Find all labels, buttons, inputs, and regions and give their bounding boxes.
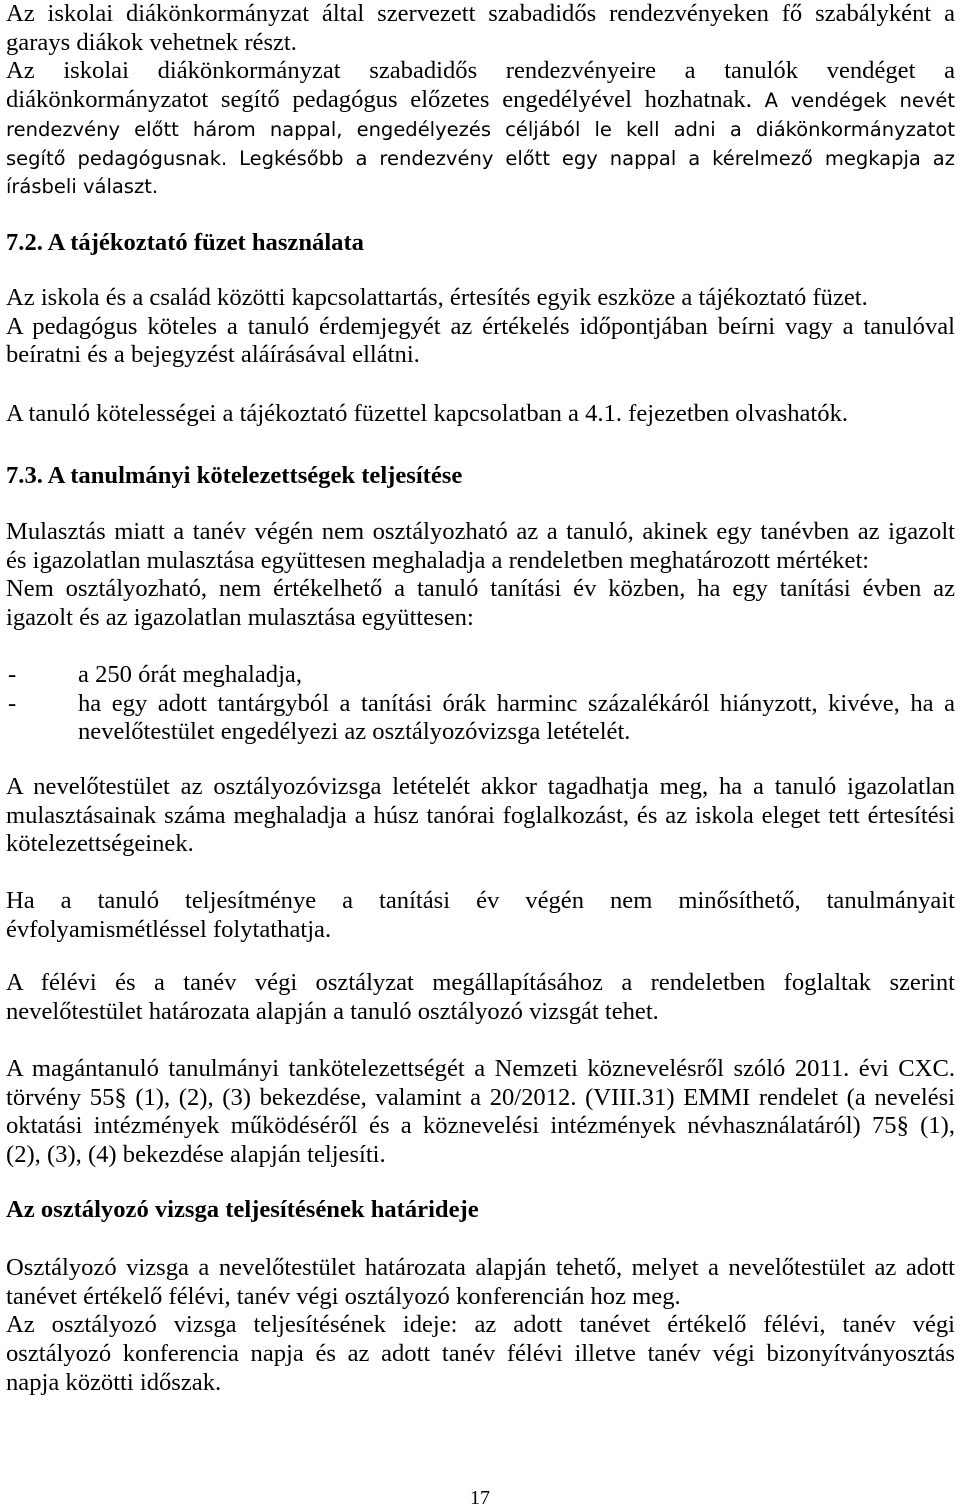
paragraph bbox=[6, 575, 955, 632]
list-item-line: a 250 órát meghaladja, bbox=[78, 661, 302, 688]
paragraph-line: nevelőtestület határozata alapján a tanuló osztályozó vizsgát tehet. bbox=[6, 997, 659, 1025]
paragraph bbox=[6, 1254, 955, 1311]
section-7-3-intro bbox=[6, 518, 955, 633]
paragraph-line: rendezvény előtt három nappal, engedélyezés céljából le kell adni a diákönkormányzatot bbox=[6, 117, 955, 141]
list-item bbox=[6, 690, 955, 747]
section-heading-7-2: 7.2. A tájékoztató füzet használata bbox=[6, 229, 364, 256]
paragraph bbox=[6, 400, 955, 429]
paragraph-line: Mulasztás miatt a tanév végén nem osztályozható az a tanuló, akinek egy tanévben az igazolt bbox=[6, 518, 955, 545]
intro-paragraph bbox=[6, 0, 955, 57]
paragraph-line: A pedagógus köteles a tanuló érdemjegyét az értékelés időpontjában beírni vagy a tanulóval bbox=[6, 312, 955, 340]
paragraph bbox=[6, 1055, 955, 1170]
section-7-2-body bbox=[6, 284, 955, 370]
paragraph-line: beíratni és a bejegyzést aláírásával ellátni. bbox=[6, 341, 420, 369]
paragraph-line: igazolt és az igazolatlan mulasztása együttesen: bbox=[6, 604, 474, 632]
paragraph bbox=[6, 518, 955, 575]
list-item bbox=[6, 661, 955, 690]
paragraph bbox=[6, 1311, 955, 1397]
paragraph bbox=[6, 773, 955, 859]
exam-deadline-body bbox=[6, 1254, 955, 1398]
paragraph-line: évfolyamismétléssel folytathatja. bbox=[6, 915, 332, 943]
paragraph-line: napja közötti időszak. bbox=[6, 1368, 222, 1396]
paragraph-line: kötelezettségeinek. bbox=[6, 830, 194, 858]
guests-paragraph bbox=[6, 57, 955, 202]
paragraph-line: Nem osztályozható, nem értékelhető a tanuló tanítási év közben, ha egy tanítási évben az bbox=[6, 575, 955, 603]
bullet-list bbox=[6, 661, 955, 747]
paragraph-line: A magántanuló tanulmányi tankötelezettségét a Nemzeti köznevelésről szóló 2011. évi CXC. bbox=[6, 1055, 955, 1082]
paragraph-line: osztályozó konferencia napja és az adott tanév félévi illetve tanév végi bizonyítványosztás bbox=[6, 1340, 955, 1368]
list-bullet: - bbox=[8, 661, 17, 688]
paragraph-line: és igazolatlan mulasztása együttesen meghaladja a rendeletben meghatározott mértéket: bbox=[6, 546, 870, 574]
paragraph-line: mulasztásainak száma meghaladja a húsz tanórai foglalkozást, és az iskola eleget tett értesítési bbox=[6, 801, 955, 829]
paragraph-line: Ha a tanuló teljesítménye a tanítási év végén nem minősíthető, tanulmányait bbox=[6, 887, 955, 914]
paragraph bbox=[6, 887, 955, 944]
paragraph-line: A nevelőtestület az osztályozóvizsga letételét akkor tagadhatja meg, ha a tanuló igazolatlan bbox=[6, 773, 955, 800]
section-heading-7-3: 7.3. A tanulmányi kötelezettségek teljesítése bbox=[6, 462, 463, 489]
opening-section bbox=[6, 0, 955, 202]
paragraph-line: Osztályozó vizsga a nevelőtestület határozata alapján tehető, melyet a nevelőtestület az adott bbox=[6, 1254, 955, 1281]
paragraph-line: A tanuló kötelességei a tájékoztató füzettel kapcsolatban a 4.1. fejezetben olvashatók. bbox=[6, 400, 849, 427]
paragraph-line: A félévi és a tanév végi osztályzat megállapításához a rendeletben foglaltak szerint bbox=[6, 969, 955, 996]
paragraph bbox=[6, 313, 955, 370]
paragraph-line: (2), (3), (4) bekezdése alapján teljesíti. bbox=[6, 1141, 386, 1169]
section-heading-exam-deadline: Az osztályozó vizsga teljesítésének határideje bbox=[6, 1196, 479, 1223]
paragraph-line: írásbeli választ. bbox=[6, 175, 159, 199]
paragraph-line: Az iskola és a család közötti kapcsolattartás, értesítés egyik eszköze a tájékoztató füzet. bbox=[6, 284, 868, 311]
paragraph bbox=[6, 969, 955, 1026]
paragraph-line: törvény 55§ (1), (2), (3) bekezdése, valamint a 20/2012. (VIII.31) EMMI rendelet (a nevelési bbox=[6, 1083, 955, 1111]
paragraph-line: Az iskolai diákönkormányzat által szervezett szabadidős rendezvényeken fő szabályként a bbox=[6, 0, 955, 27]
paragraph-line: segítő pedagógusnak. Legkésőbb a rendezvény előtt egy nappal a kérelmező megkapja az bbox=[6, 146, 955, 170]
paragraph-line: oktatási intézmények működéséről és a köznevelési intézmények névhasználatáról) 75§ (1), bbox=[6, 1112, 955, 1140]
paragraph-line-mixed bbox=[6, 86, 955, 116]
paragraph-line-serif-part: diákönkormányzatot segítő pedagógus előzetes engedélyével hozhatnak. bbox=[6, 86, 752, 114]
paragraph-line-sans-part: A vendégek nevét bbox=[764, 89, 956, 113]
page-number: 17 bbox=[470, 1487, 490, 1509]
list-item-line: ha egy adott tantárgyból a tanítási órák harminc százalékáról hiányzott, kivéve, ha a bbox=[78, 689, 955, 717]
list-bullet: - bbox=[8, 689, 17, 717]
paragraph-line: Az iskolai diákönkormányzat szabadidős rendezvényeire a tanulók vendéget a bbox=[6, 57, 955, 85]
paragraph bbox=[6, 284, 955, 313]
paragraph-line: tanévet értékelő félévi, tanév végi osztályozó konferencián hoz meg. bbox=[6, 1282, 681, 1310]
list-item-line: nevelőtestület engedélyezi az osztályozóvizsga letételét. bbox=[78, 718, 631, 746]
paragraph-line: garays diákok vehetnek részt. bbox=[6, 28, 297, 56]
paragraph-line: Az osztályozó vizsga teljesítésének ideje: az adott tanévet értékelő félévi, tanév végi bbox=[6, 1311, 955, 1339]
